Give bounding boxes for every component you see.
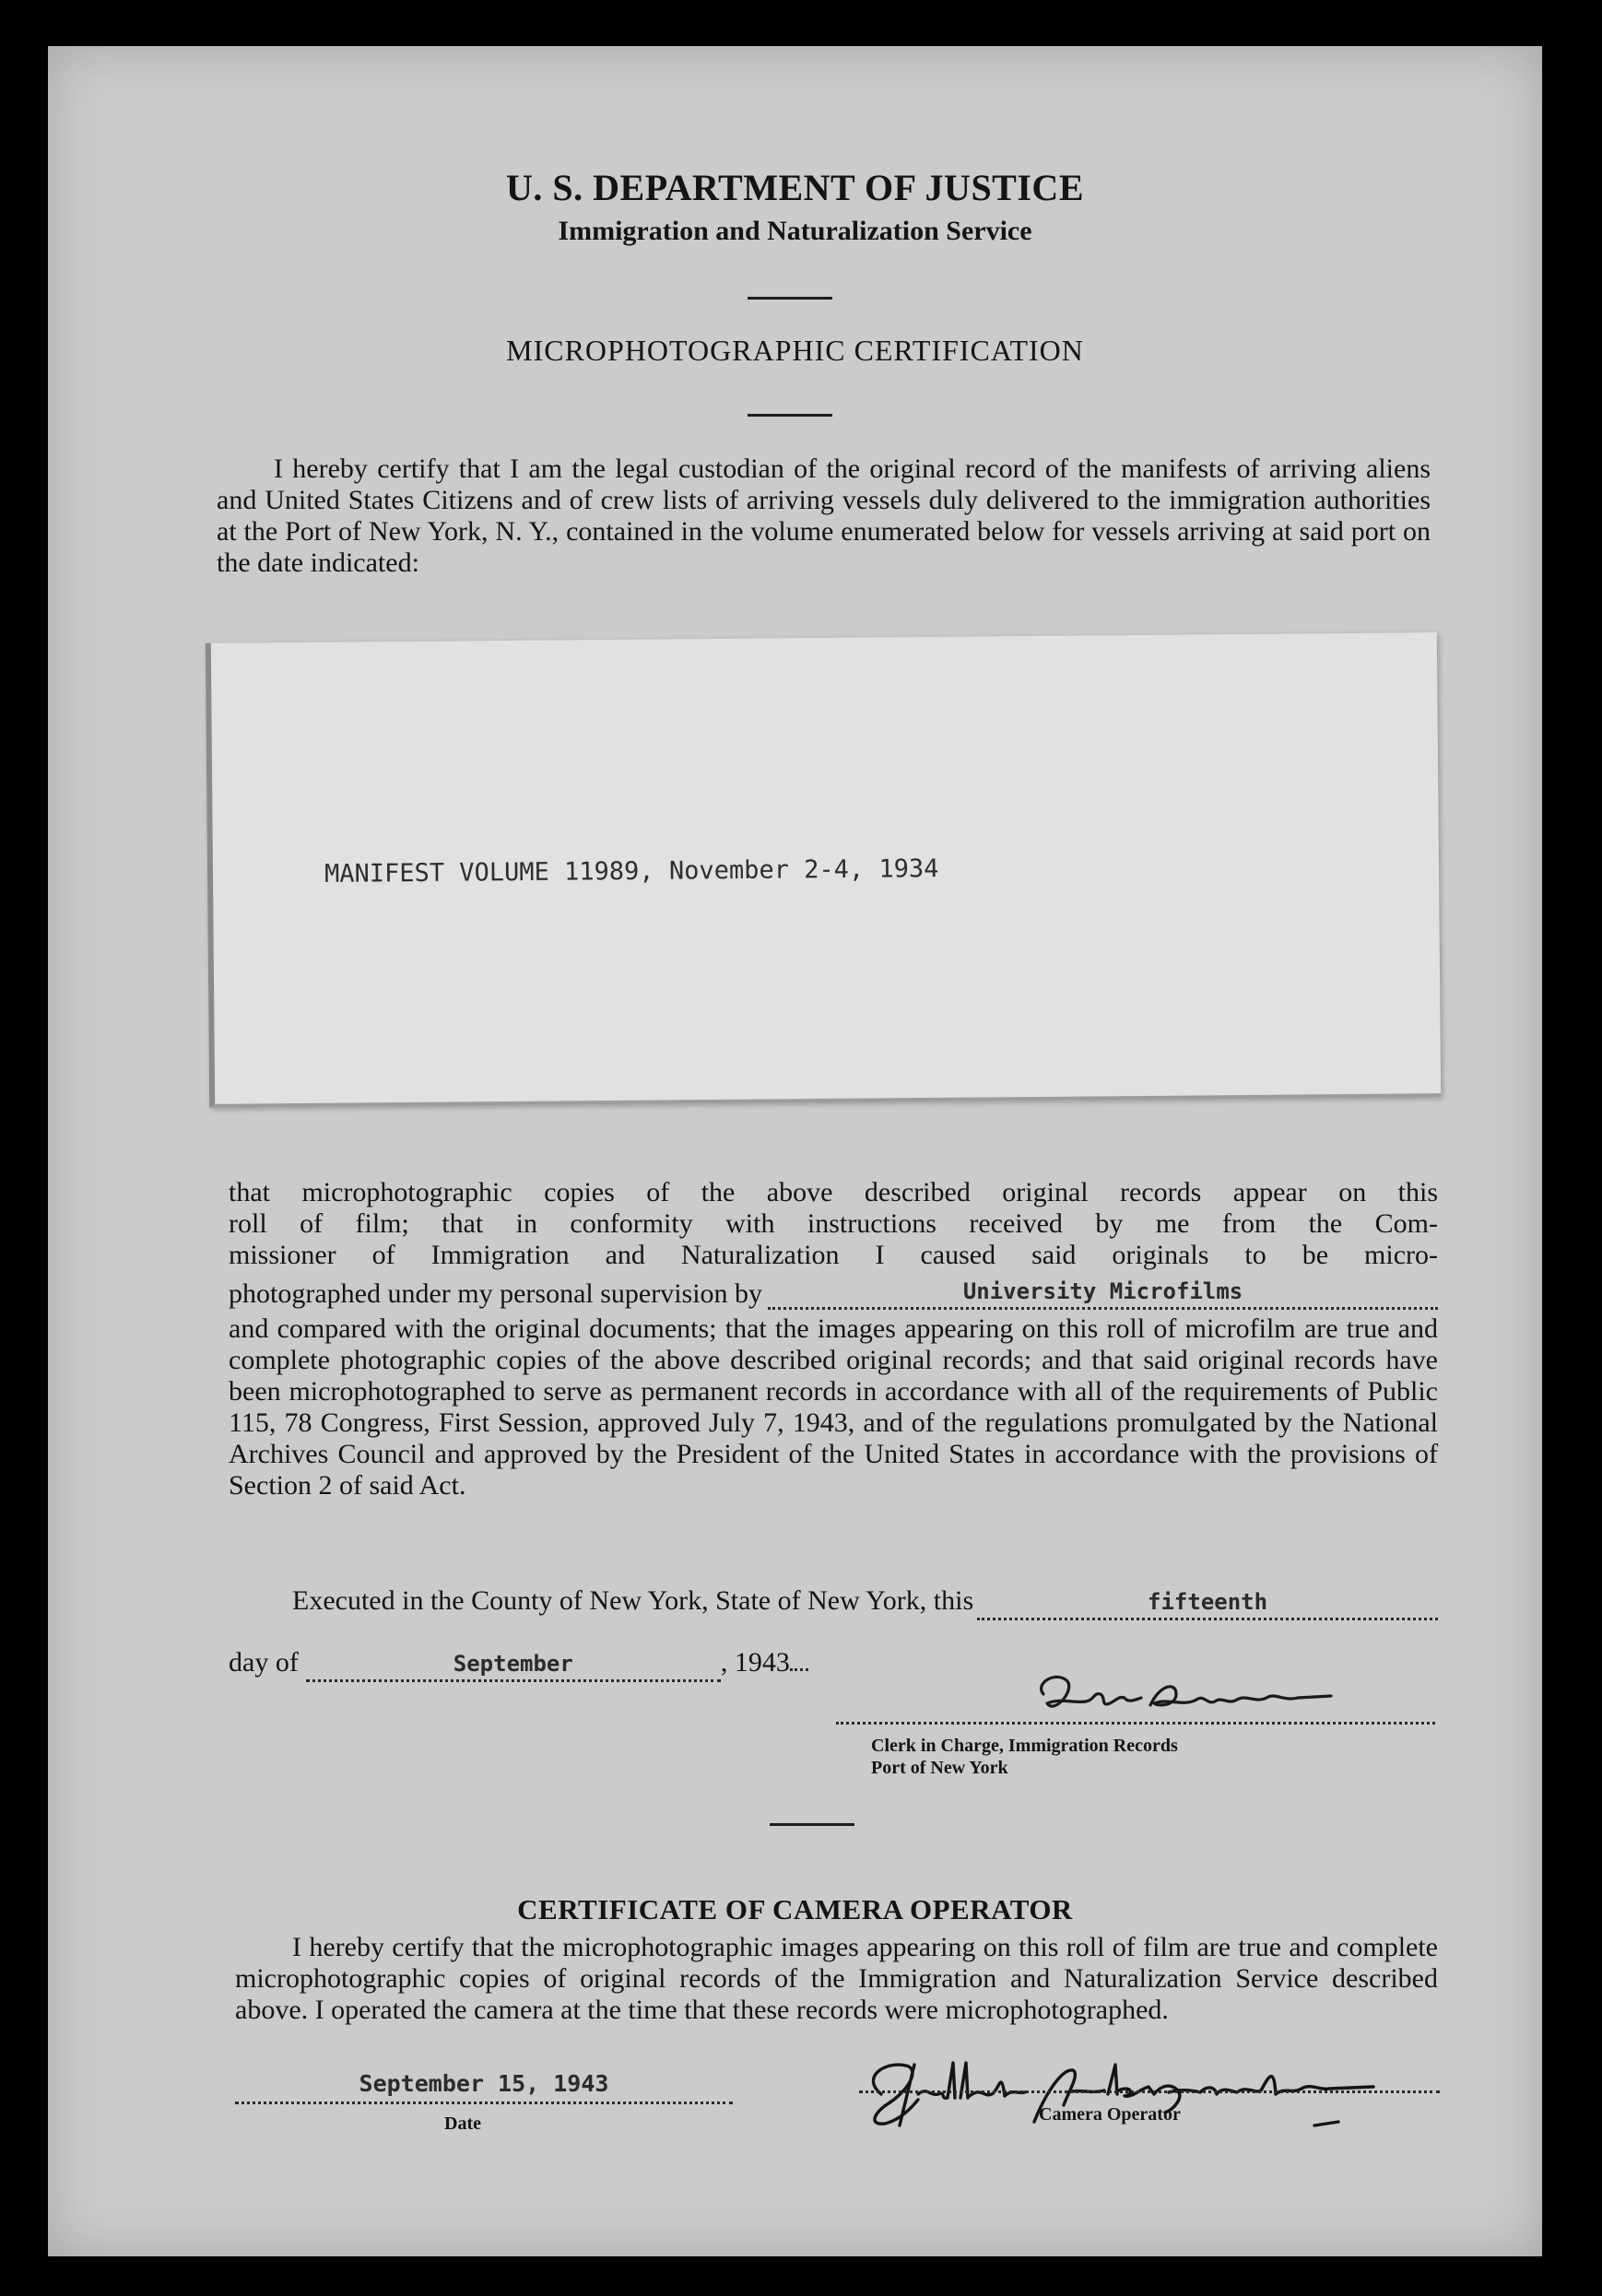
body-line: that microphotographic copies of the above described original records appear on this (229, 1177, 1438, 1207)
date-of-line (229, 1647, 911, 1682)
filmed-by-value: University Microfilms (962, 1278, 1243, 1304)
divider (770, 1823, 854, 1826)
clerk-title (871, 1735, 1178, 1779)
divider (748, 297, 832, 300)
intro-paragraph: I hereby certify that I am the legal custodian of the original record of the manifests of arriving aliens and United States Citizens and of crew lists of arriving vessels duly delivered to the immigration authorities at the Port of New York, N. Y., contained in the volume enumerated below for vessels arriving at said port on the date indicated: (217, 453, 1431, 578)
camera-operator-title: CERTIFICATE OF CAMERA OPERATOR (517, 1893, 1073, 1925)
executed-prefix: Executed in the County of New York, State of New York, this (292, 1585, 974, 1616)
operator-date-field (235, 2070, 733, 2097)
operator-date-line (235, 2102, 733, 2104)
camera-operator-paragraph: I hereby certify that the microphotographic images appearing on this roll of film are true and complete microphotographic copies of original records of the Immigration and Naturalization Service described above. I operated the camera at the time that these records were microphotographed. (235, 1932, 1438, 2025)
divider (748, 414, 832, 417)
operator-date-value: September 15, 1943 (359, 2070, 609, 2097)
dotted-leader (790, 1668, 808, 1671)
clerk-signature (979, 1657, 1449, 1731)
month-value: September (453, 1651, 573, 1677)
body-line: missioner of Immigration and Naturalization I caused said originals to be micro- (229, 1240, 1438, 1270)
manifest-volume-text: MANIFEST VOLUME 11989, November 2-4, 1934 (324, 854, 939, 889)
filmed-by-prefix: photographed under my personal supervision by (229, 1278, 763, 1309)
filmed-by-field (768, 1275, 1438, 1310)
body-line: roll of film; that in conformity with instructions received by me from the Com- (229, 1208, 1438, 1239)
clerk-title-line: Clerk in Charge, Immigration Records (871, 1736, 1178, 1756)
year-value: , 1943 (720, 1647, 790, 1678)
department-heading: U. S. DEPARTMENT OF JUSTICE (506, 167, 1084, 208)
day-field (977, 1585, 1438, 1620)
camera-operator-signature (804, 2009, 1449, 2157)
filmed-by-line (229, 1278, 1438, 1313)
month-field (306, 1647, 721, 1682)
operator-signature-line (859, 2090, 1440, 2093)
operator-signature-label: Camera Operator (1039, 2104, 1181, 2125)
executed-line (292, 1585, 1438, 1620)
certification-title: MICROPHOTOGRAPHIC CERTIFICATION (506, 334, 1084, 367)
certificate-page (48, 46, 1542, 2256)
day-of-label: day of (229, 1647, 299, 1678)
clerk-signature-line (836, 1722, 1435, 1725)
day-value: fifteenth (1148, 1589, 1268, 1615)
operator-date-label: Date (444, 2113, 481, 2134)
service-subheading: Immigration and Naturalization Service (558, 216, 1032, 246)
body-rest: and compared with the original documents; that the images appearing on this roll of microfilm are true and complete photographic copies of the above described original records; and that said original records have been microphotographed to serve as permanent records in accordance with all of the requirements of Public 115, 78 Congress, First Session, approved July 7, 1943, and of the regulations promulgated by the National Archives Council and approved by the President of the United States in accordance with the provisions of Section 2 of said Act. (229, 1313, 1438, 1501)
clerk-title-line: Port of New York (871, 1758, 1008, 1778)
certification-body (229, 1177, 1438, 1501)
